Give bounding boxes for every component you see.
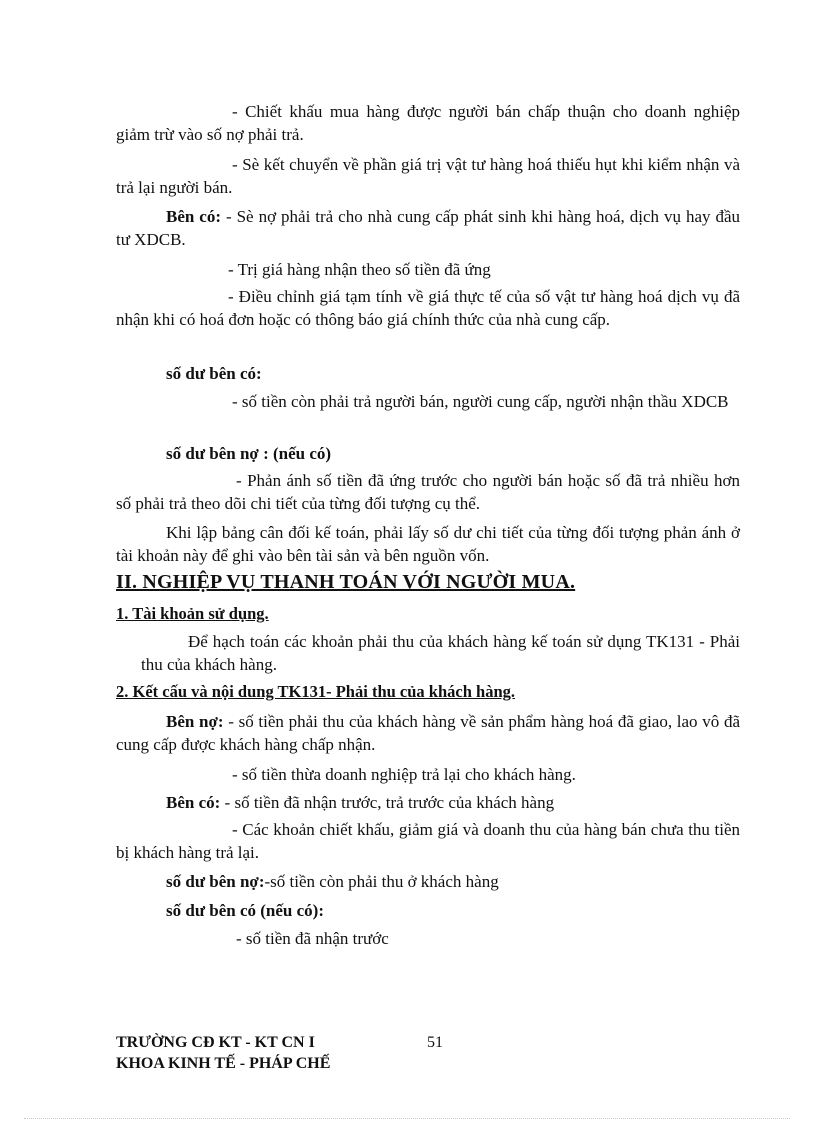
ben-no-text: - số tiền phải thu của khách hàng về sản phẩm hàng hoá đã giao, lao vô đã cung cấp được khách hàng chấp nhận. <box>116 712 740 754</box>
paragraph-khi-lap-bang: Khi lập bảng cân đối kế toán, phải lấy số dư chi tiết của từng đối tượng phản ánh ở tài khoản này để ghi vào bên tài sản và bên nguồn vốn. <box>116 523 740 565</box>
bottom-dotted-rule <box>24 1118 790 1119</box>
paragraph-da-nhan-truoc: - số tiền đã nhận trước <box>236 929 389 948</box>
ben-co-text: - Sè nợ phải trả cho nhà cung cấp phát sinh khi hàng hoá, dịch vụ hay đầu tư XDCB. <box>116 207 741 249</box>
so-du-ben-co-buyer-label: số dư bên có (nếu có): <box>166 901 325 920</box>
so-du-ben-no-buyer-text: -số tiền còn phải thu ở khách hàng <box>264 872 499 891</box>
paragraph-so-tien-con-phai-tra: - số tiền còn phải trả người bán, người cung cấp, người nhận thầu XDCB <box>232 392 729 411</box>
ben-co-buyer-text: - số tiền đã nhận trước, trả trước của khách hàng <box>220 793 555 812</box>
paragraph-hach-toan: Để hạch toán các khoản phải thu của khách hàng kế toán sử dụng TK131 - Phải thu của khách hàng. <box>141 632 740 674</box>
paragraph-chiet-khau: - Chiết khấu mua hàng được người bán chấp thuận cho doanh nghiệp giảm trừ vào số nợ phải trả. <box>116 102 740 144</box>
ben-co-label: Bên có: <box>166 207 222 226</box>
page-number: 51 <box>427 1034 443 1051</box>
paragraph-ben-co-buyer <box>116 791 740 814</box>
ben-co-buyer-label: Bên có: <box>166 793 221 812</box>
paragraph-tri-gia: - Trị giá hàng nhận theo số tiền đã ứng <box>228 260 491 279</box>
paragraph-so-tien-thua: - số tiền thừa doanh nghiệp trả lại cho khách hàng. <box>232 765 576 784</box>
paragraph-cac-khoan: - Các khoản chiết khấu, giảm giá và doanh thu của hàng bán chưa thu tiền bị khách hàng trả lại. <box>116 820 740 862</box>
paragraph-ben-co <box>116 205 740 251</box>
paragraph-so-du-ben-no <box>116 870 740 893</box>
paragraph-ben-no <box>116 710 740 756</box>
so-du-ben-no-label: số dư bên nợ : (nếu có) <box>166 444 332 463</box>
paragraph-phan-anh: - Phản ánh số tiền đã ứng trước cho người bán hoặc số đã trả nhiều hơn số phải trả theo dõi chi tiết của từng đối tượng cụ thể. <box>116 471 740 513</box>
footer-school: TRƯỜNG CĐ KT - KT CN I <box>116 1034 315 1051</box>
section-heading-buyer: II. NGHIỆP VỤ THANH TOÁN VỚI NGƯỜI MUA. <box>116 571 576 593</box>
ben-no-label: Bên nợ: <box>166 712 224 731</box>
paragraph-dieu-chinh: - Điều chỉnh giá tạm tính về giá thực tế của số vật tư hàng hoá dịch vụ đã nhận khi có hoá đơn hoặc có thông báo giá chính thức của nhà cung cấp. <box>116 287 740 329</box>
subheading-ket-cau: 2. Kết cấu và nội dung TK131- Phải thu của khách hàng. <box>116 682 515 701</box>
so-du-ben-no-buyer-label: số dư bên nợ: <box>166 872 265 891</box>
footer-faculty: KHOA KINH TẾ - PHÁP CHẾ <box>116 1055 331 1072</box>
paragraph-ket-chuyen: - Sè kết chuyển về phần giá trị vật tư hàng hoá thiếu hụt khi kiểm nhận và trả lại người bán. <box>116 155 740 197</box>
so-du-ben-co-label: số dư bên có: <box>166 364 262 383</box>
subheading-tai-khoan: 1. Tài khoản sử dụng. <box>116 604 269 623</box>
